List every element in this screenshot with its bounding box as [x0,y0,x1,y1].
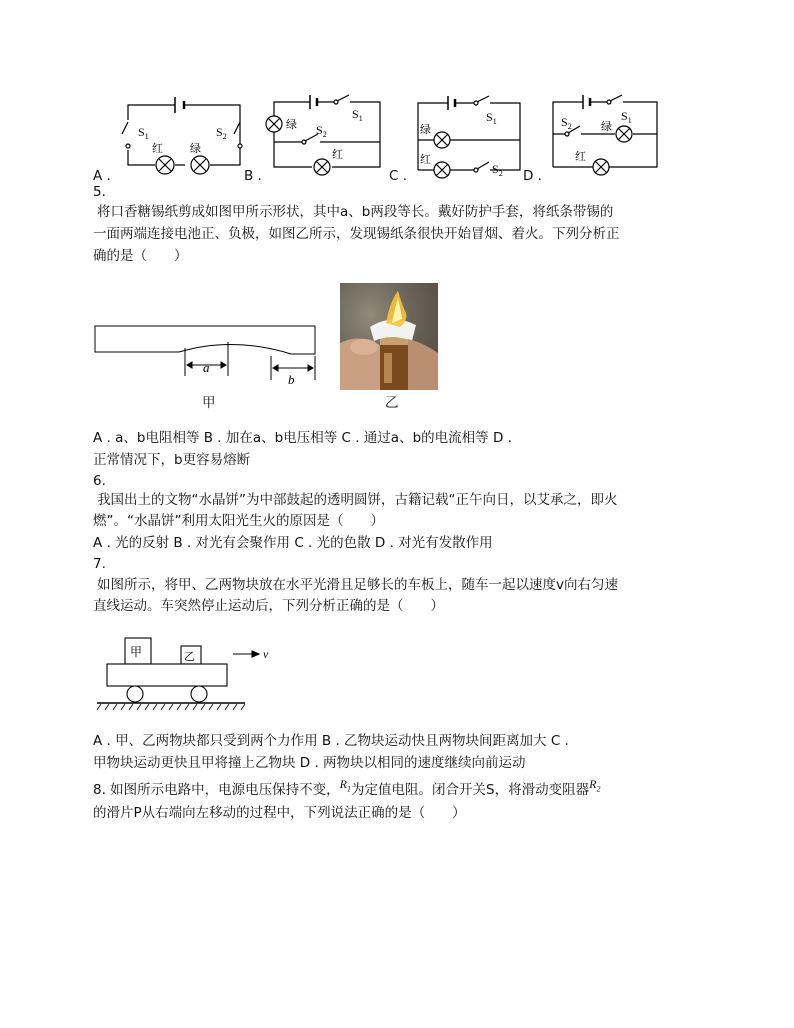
q5-options-line: 正常情况下，b更容易熔断 [93,452,251,468]
q8-stem-line: 8. 如图所示电路中，电源电压保持不变，$R_1$为定值电阻。闭合开关S，将滑动变阻器$R_2$ [93,777,601,798]
q6-number: 6. [93,473,106,489]
q7-stem-line: 直线运动。车突然停止运动后，下列分析正确的是（ ） [93,598,444,614]
cart-blocks-figure [95,632,295,712]
circuit-d-s1-label: $S_1$ [621,109,632,125]
q7-number: 7. [93,556,106,572]
circuit-c-red-label: 红 [420,154,431,166]
q5-number: 5. [93,184,106,200]
q6-stem-line: 我国出土的文物“水晶饼”为中部鼓起的透明圆饼，古籍记载“正午向日，以艾承之，即火 [97,492,618,508]
circuit-b-s2-label: $S_2$ [316,123,327,139]
circuit-d-green-label: 绿 [601,121,612,133]
q5-stem-line: 一面两端连接电池正、负极，如图乙所示，发现锡纸条很快开始冒烟、着火。下列分析正 [93,226,620,242]
q6-options-line: A . 光的反射 B . 对光有会聚作用 C . 光的色散 D . 对光有发散作用 [93,535,493,551]
velocity-label: v [263,647,269,661]
circuit-a-green-label: 绿 [190,143,201,155]
circuit-a-red-label: 红 [152,143,163,155]
q8-stem-line: 的滑片P从右端向左移动的过程中，下列说法正确的是（ ） [93,805,466,821]
circuit-c-s2-label: $S_2$ [492,162,503,178]
segment-b-label: b [288,372,295,387]
q5-options-line: A . a、b电阻相等 B . 加在a、b电压相等 C . 通过a、b的电流相等 D . [93,430,512,446]
circuit-c-s1-label: $S_1$ [486,110,497,126]
option-b-letter: B . [244,168,262,184]
circuit-d-red-label: 红 [575,151,586,163]
circuit-b-red-label: 红 [332,149,343,161]
q5-stem-line: 确的是（ ） [93,248,188,264]
circuit-b-s1-label: $S_1$ [352,107,363,123]
r2-symbol: $R_2$ [589,777,601,794]
circuit-a-diagram [100,90,260,185]
circuit-b-green-label: 绿 [286,119,297,131]
circuit-c-green-label: 绿 [420,124,431,136]
burning-foil-photo [340,283,438,390]
segment-a-label: a [203,360,210,375]
q7-options-line: A . 甲、乙两物块都只受到两个力作用 B . 乙物块运动快且两物块间距离加大 C . [93,733,569,749]
option-a-letter: A . [93,168,111,184]
q7-stem-line: 如图所示，将甲、乙两物块放在水平光滑且足够长的车板上，随车一起以速度v向右匀速 [97,577,618,593]
r1-symbol: $R_1$ [339,777,352,794]
option-d-letter: D . [523,168,542,184]
q7-options-line: 甲物块运动更快且甲将撞上乙物块 D . 两物块以相同的速度继续向前运动 [93,755,526,771]
q6-stem-line: 燃”。“水晶饼”利用太阳光生火的原因是（ ） [93,513,384,529]
circuit-c-diagram [408,95,528,185]
circuit-b-diagram [262,92,387,187]
circuit-d-diagram [545,92,665,187]
figure-yi-caption: 乙 [385,395,399,411]
q5-stem-line: 将口香糖锡纸剪成如图甲所示形状，其中a、b两段等长。戴好防护手套，将纸条带锡的 [97,204,614,220]
option-c-letter: C . [389,168,408,184]
figure-jia-caption: 甲 [202,395,216,411]
circuit-d-s2-label: $S_2$ [561,115,572,131]
circuit-a-s2-label: $S_2$ [216,125,227,141]
block-yi-label: 乙 [184,651,195,663]
circuit-a-s1-label: $S_1$ [138,125,149,141]
block-jia-label: 甲 [130,645,143,659]
